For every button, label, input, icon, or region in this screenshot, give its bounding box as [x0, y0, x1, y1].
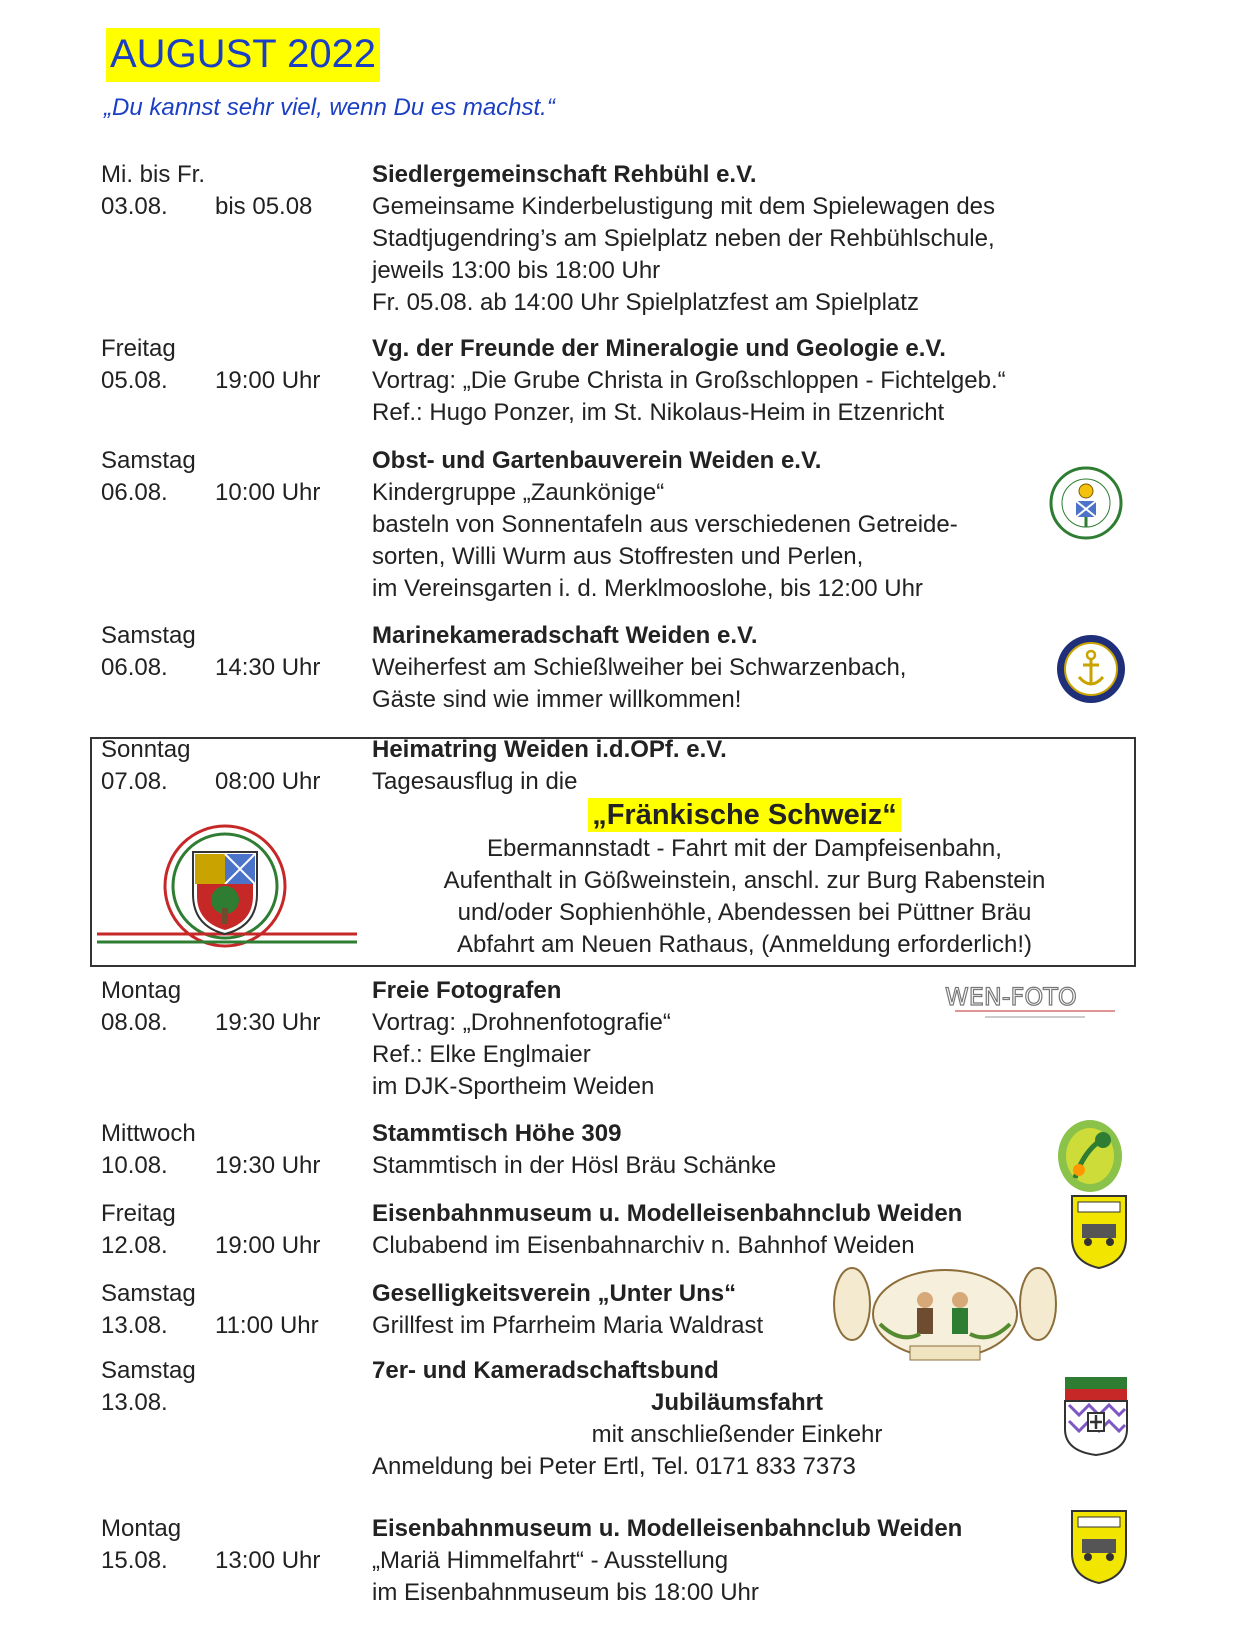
- event-date: 05.08.: [101, 367, 168, 394]
- event-line: Stammtisch in der Hösl Bräu Schänke: [372, 1152, 777, 1179]
- event-time: 10:00 Uhr: [215, 479, 321, 506]
- event-line: im Vereinsgarten i. d. Merklmooslohe, bis 12:00 Uhr: [372, 575, 923, 602]
- garden-club-seal-icon: [1048, 465, 1124, 550]
- event-content: [372, 1118, 1102, 1182]
- svg-text:WEN-FOTO: WEN-FOTO: [945, 983, 1077, 1011]
- event-date: 13.08.: [101, 1389, 168, 1416]
- railway-club-shield-icon: [1070, 1194, 1128, 1279]
- event-date: 08.08.: [101, 1009, 168, 1036]
- event-line: im DJK-Sportheim Weiden: [372, 1073, 655, 1100]
- event-day: Sonntag: [101, 736, 191, 763]
- event-date: 10.08.: [101, 1152, 168, 1179]
- motto: „Du kannst sehr viel, wenn Du es machst.“: [104, 94, 555, 121]
- event-date: 13.08.: [101, 1312, 168, 1339]
- anchor-seal-icon: [1055, 633, 1127, 714]
- event-organizer: Geselligkeitsverein „Unter Uns“: [372, 1280, 737, 1307]
- event-time: 19:30 Uhr: [215, 1009, 321, 1036]
- event-line: sorten, Willi Wurm aus Stoffresten und Perlen,: [372, 543, 864, 570]
- event-time: bis 05.08: [215, 193, 313, 220]
- event-line: Anmeldung bei Peter Ertl, Tel. 0171 833 7373: [372, 1453, 856, 1480]
- event-organizer: 7er- und Kameradschaftsbund: [372, 1357, 719, 1384]
- event-day: Mittwoch: [101, 1120, 196, 1147]
- event-date: 06.08.: [101, 654, 168, 681]
- event-line: Gäste sind wie immer willkommen!: [372, 686, 742, 713]
- event-line: Aufenthalt in Gößweinstein, anschl. zur Burg Rabenstein: [443, 867, 1046, 894]
- event-line: basteln von Sonnentafeln aus verschiedenen Getreide-: [372, 511, 958, 538]
- event-date: 07.08.: [101, 768, 168, 795]
- event-date: 03.08.: [101, 193, 168, 220]
- heimatring-coat-of-arms-icon: [95, 822, 360, 963]
- event-day: Samstag: [101, 1280, 196, 1307]
- event-day: Freitag: [101, 1200, 176, 1227]
- event-content: [372, 1355, 1102, 1483]
- event-date: 15.08.: [101, 1547, 168, 1574]
- event-organizer: Eisenbahnmuseum u. Modelleisenbahnclub Weiden: [372, 1200, 963, 1227]
- event-line: Grillfest im Pfarrheim Maria Waldrast: [372, 1312, 764, 1339]
- event-line: Fr. 05.08. ab 14:00 Uhr Spielplatzfest am Spielplatz: [372, 289, 919, 316]
- event-time: 08:00 Uhr: [215, 768, 321, 795]
- event-day: Freitag: [101, 335, 176, 362]
- event-organizer: Obst- und Gartenbauverein Weiden e.V.: [372, 447, 822, 474]
- event-organizer: Stammtisch Höhe 309: [372, 1120, 622, 1147]
- event-day: Samstag: [101, 622, 196, 649]
- event-content: [372, 620, 1102, 716]
- event-day: Mi. bis Fr.: [101, 161, 206, 188]
- event-time: 19:30 Uhr: [215, 1152, 321, 1179]
- event-line: Weiherfest am Schießlweiher bei Schwarzenbach,: [372, 654, 907, 681]
- event-line: „Mariä Himmelfahrt“ - Ausstellung: [372, 1547, 729, 1574]
- event-time: 14:30 Uhr: [215, 654, 321, 681]
- event-time: 19:00 Uhr: [215, 1232, 321, 1259]
- event-line: mit anschließender Einkehr: [591, 1421, 883, 1448]
- event-line: Kindergruppe „Zaunkönige“: [372, 479, 665, 506]
- 7er-weiden-shield-icon: [1063, 1375, 1129, 1466]
- event-line: und/oder Sophienhöhle, Abendessen bei Püttner Bräu: [457, 899, 1032, 926]
- page-title: AUGUST 2022: [106, 28, 380, 82]
- hoehe-309-logo: [1055, 1118, 1125, 1203]
- event-day: Samstag: [101, 447, 196, 474]
- event-content: [372, 333, 1102, 429]
- event-line: Vortrag: „Die Grube Christa in Großschloppen - Fichtelgeb.“: [372, 367, 1006, 394]
- event-content: [372, 1198, 1102, 1262]
- event-organizer: Freie Fotografen: [372, 977, 562, 1004]
- event-line: Abfahrt am Neuen Rathaus, (Anmeldung erforderlich!): [457, 931, 1032, 958]
- event-organizer: Vg. der Freunde der Mineralogie und Geologie e.V.: [372, 335, 946, 362]
- event-line: Stadtjugendring’s am Spielplatz neben der Rehbühlschule,: [372, 225, 995, 252]
- event-content: [372, 1513, 1102, 1609]
- event-line: Vortrag: „Drohnenfotografie“: [372, 1009, 671, 1036]
- event-content: [372, 734, 1102, 798]
- event-date: 12.08.: [101, 1232, 168, 1259]
- event-content: [372, 159, 1102, 319]
- event-time: 19:00 Uhr: [215, 367, 321, 394]
- event-line: Clubabend im Eisenbahnarchiv n. Bahnhof Weiden: [372, 1232, 915, 1259]
- event-content: [372, 445, 1102, 605]
- event-date: 06.08.: [101, 479, 168, 506]
- event-day: Montag: [101, 977, 182, 1004]
- trip-destination: „Fränkische Schweiz“: [588, 798, 901, 832]
- event-line: im Eisenbahnmuseum bis 18:00 Uhr: [372, 1579, 759, 1606]
- event-time: 11:00 Uhr: [215, 1312, 319, 1339]
- event-line: Tagesausflug in die: [372, 768, 578, 795]
- event-line: Ref.: Hugo Ponzer, im St. Nikolaus-Heim in Etzenricht: [372, 399, 945, 426]
- event-highlight: Jubiläumsfahrt: [650, 1389, 824, 1416]
- event-day: Montag: [101, 1515, 182, 1542]
- event-organizer: Eisenbahnmuseum u. Modelleisenbahnclub Weiden: [372, 1515, 963, 1542]
- event-organizer: Heimatring Weiden i.d.OPf. e.V.: [372, 736, 727, 763]
- railway-club-shield-icon: [1070, 1509, 1128, 1594]
- event-line: jeweils 13:00 bis 18:00 Uhr: [372, 257, 661, 284]
- event-line: Gemeinsame Kinderbelustigung mit dem Spielewagen des: [372, 193, 996, 220]
- event-day: Samstag: [101, 1357, 196, 1384]
- event-organizer: Siedlergemeinschaft Rehbühl e.V.: [372, 161, 757, 188]
- event-line: Ebermannstadt - Fahrt mit der Dampfeisenbahn,: [487, 835, 1002, 862]
- wen-foto-logo: [945, 983, 1125, 1032]
- event-line: Ref.: Elke Englmaier: [372, 1041, 591, 1068]
- event-organizer: Marinekameradschaft Weiden e.V.: [372, 622, 758, 649]
- event-time: 13:00 Uhr: [215, 1547, 321, 1574]
